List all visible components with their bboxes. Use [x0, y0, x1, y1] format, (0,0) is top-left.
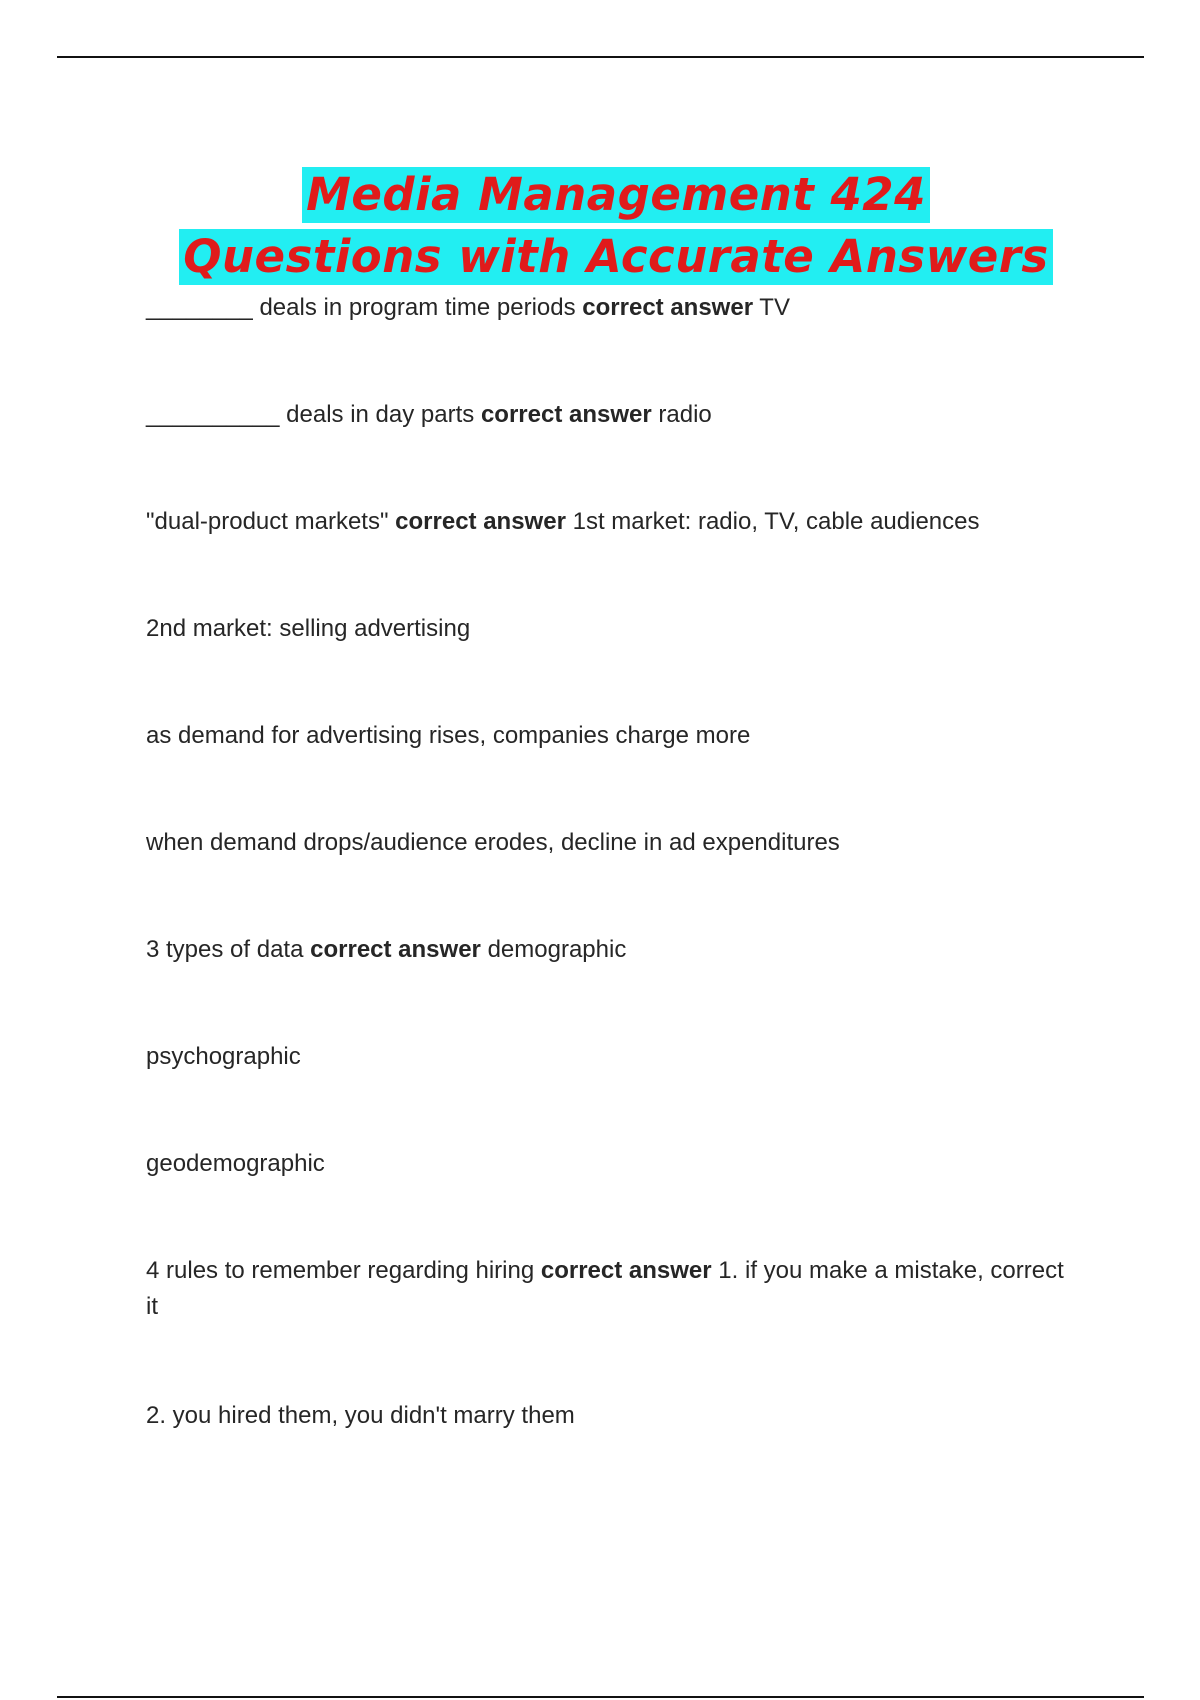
answer-text: TV — [759, 294, 790, 321]
footer-rule — [57, 1696, 1144, 1698]
header-rule — [57, 56, 1144, 58]
qa-entry-2 — [146, 397, 1066, 433]
answer-keyword: correct answer — [395, 508, 566, 535]
qa-entry-3 — [146, 504, 1066, 540]
question-text: 4 rules to remember regarding hiring — [146, 1257, 535, 1284]
answer-text: 1st market: radio, TV, cable audiences — [572, 508, 980, 535]
answer-text: 1. if you make a mistake, correct it — [146, 1257, 1064, 1320]
answer-continuation-line: psychographic — [146, 1043, 301, 1070]
document-title — [0, 165, 1200, 289]
answer-text: demographic — [487, 936, 627, 963]
answer-text: radio — [658, 401, 712, 428]
answer-continuation-line: geodemographic — [146, 1150, 325, 1177]
question-text: ________ deals in program time periods — [146, 294, 576, 321]
answer-keyword: correct answer — [540, 1257, 712, 1284]
qa-entry-5 — [146, 1253, 1066, 1325]
answer-continuation-line: 2. you hired them, you didn't marry them — [146, 1402, 575, 1429]
qa-entry-1 — [146, 290, 1066, 326]
answer-keyword: correct answer — [582, 294, 754, 321]
qa-entry-4 — [146, 932, 1066, 968]
title-line-1: Media Management 424 — [302, 167, 930, 223]
answer-keyword: correct answer — [480, 401, 652, 428]
question-text: 3 types of data — [146, 936, 304, 963]
answer-continuation-line: as demand for advertising rises, companies charge more — [146, 722, 751, 749]
answer-continuation-line: when demand drops/audience erodes, decline in ad expenditures — [146, 829, 840, 856]
question-text: __________ deals in day parts — [146, 401, 475, 428]
question-text: "dual-product markets" — [146, 508, 389, 535]
answer-keyword: correct answer — [310, 936, 481, 963]
answer-continuation-line: 2nd market: selling advertising — [146, 615, 471, 642]
title-line-2: Questions with Accurate Answers — [179, 229, 1052, 285]
